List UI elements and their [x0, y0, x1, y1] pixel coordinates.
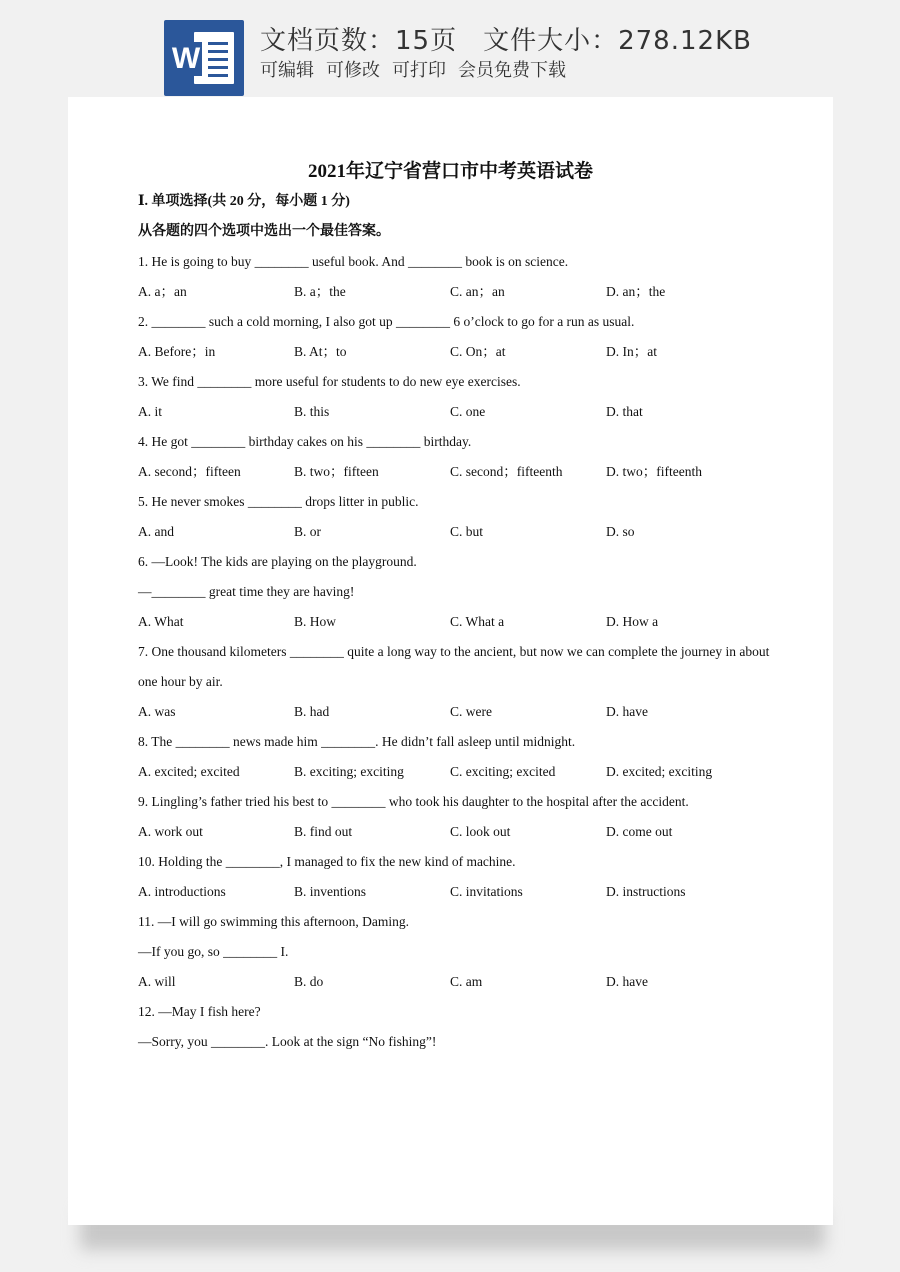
question-text: 2. ________ such a cold morning, I also got up ________ 6 o’clock to go for a run as usual.	[138, 314, 635, 329]
answer-options	[138, 877, 778, 907]
section-instruction: 从各题的四个选项中选出一个最佳答案。	[138, 224, 390, 239]
question-text: 5. He never smokes ________ drops litter in public.	[138, 494, 419, 509]
feature-editable: 可编辑	[260, 60, 314, 81]
answer-option: B. At；to	[294, 344, 347, 359]
page-count: 文档页数：15页	[260, 26, 458, 56]
answer-option: D. instructions	[606, 884, 686, 899]
question-text: 10. Holding the ________, I managed to fix the new kind of machine.	[138, 854, 516, 869]
answer-option: C. but	[450, 524, 484, 539]
answer-option: D. an；the	[606, 284, 666, 299]
question-text: —Sorry, you ________. Look at the sign “No fishing”!	[138, 1034, 437, 1049]
doc-title: 2021年辽宁省营口市中考英语试卷	[307, 161, 593, 182]
word-doc-icon	[164, 20, 244, 96]
question-text: 8. The ________ news made him ________. He didn’t fall asleep until midnight.	[138, 734, 576, 749]
answer-option: D. have	[606, 974, 648, 989]
answer-option: C. exciting; excited	[450, 764, 556, 779]
answer-option: C. What a	[450, 614, 505, 629]
answer-options	[138, 817, 778, 847]
answer-option: C. one	[450, 404, 486, 419]
question-text: 7. One thousand kilometers ________ quite a long way to the ancient, but now we can complete the journey in about	[138, 644, 770, 659]
question-text: one hour by air.	[138, 674, 223, 689]
question-text: 4. He got ________ birthday cakes on his ________ birthday.	[138, 434, 472, 449]
answer-option: C. am	[450, 974, 483, 989]
answer-option: C. second；fifteenth	[450, 464, 563, 479]
question-list	[138, 247, 778, 1057]
answer-option: D. that	[606, 404, 643, 419]
answer-option: A. and	[138, 524, 174, 539]
answer-option: B. two；fifteen	[294, 464, 379, 479]
answer-options	[138, 607, 778, 637]
word-letter: W	[171, 42, 201, 75]
answer-option: C. On；at	[450, 344, 506, 359]
answer-option: D. How a	[606, 614, 659, 629]
file-meta	[260, 20, 778, 57]
answer-option: C. an；an	[450, 284, 505, 299]
answer-option: A. What	[138, 614, 184, 629]
question-text: —If you go, so ________ I.	[138, 944, 289, 959]
answer-option: D. come out	[606, 824, 673, 839]
answer-option: B. had	[294, 704, 330, 719]
answer-option: B. a；the	[294, 284, 346, 299]
answer-option: A. it	[138, 404, 163, 419]
answer-option: B. How	[294, 614, 337, 629]
question-text: 11. —I will go swimming this afternoon, Daming.	[138, 914, 409, 929]
answer-options	[138, 457, 778, 487]
feature-modifiable: 可修改	[326, 60, 380, 81]
document-content	[138, 157, 778, 1057]
answer-option: D. two；fifteenth	[606, 464, 702, 479]
answer-option: C. look out	[450, 824, 511, 839]
answer-option: B. or	[294, 524, 321, 539]
answer-options	[138, 517, 778, 547]
answer-options	[138, 757, 778, 787]
answer-option: A. a；an	[138, 284, 187, 299]
answer-options	[138, 397, 778, 427]
feature-free-download: 会员免费下载	[458, 60, 566, 81]
answer-option: B. exciting; exciting	[294, 764, 404, 779]
answer-option: B. find out	[294, 824, 353, 839]
answer-option: A. will	[138, 974, 176, 989]
answer-option: D. have	[606, 704, 648, 719]
answer-options	[138, 337, 778, 367]
feature-list	[260, 56, 578, 82]
answer-option: A. was	[138, 704, 176, 719]
question-text: —________ great time they are having!	[138, 584, 355, 599]
section-heading: Ⅰ. 单项选择(共 20 分，每小题 1 分)	[138, 194, 350, 209]
question-text: 3. We find ________ more useful for students to do new eye exercises.	[138, 374, 521, 389]
feature-printable: 可打印	[392, 60, 446, 81]
answer-option: C. invitations	[450, 884, 523, 899]
answer-option: D. so	[606, 524, 635, 539]
answer-option: A. Before；in	[138, 344, 216, 359]
answer-options	[138, 277, 778, 307]
answer-option: B. inventions	[294, 884, 367, 899]
answer-options	[138, 697, 778, 727]
answer-option: A. work out	[138, 824, 203, 839]
answer-option: A. second；fifteen	[138, 464, 241, 479]
answer-option: B. do	[294, 974, 324, 989]
question-text: 6. —Look! The kids are playing on the playground.	[138, 554, 417, 569]
answer-option: A. excited; excited	[138, 764, 240, 779]
answer-option: C. were	[450, 704, 492, 719]
file-size: 文件大小：278.12KB	[483, 26, 752, 56]
document-page	[68, 97, 833, 1225]
question-text: 9. Lingling’s father tried his best to ________ who took his daughter to the hospital after the accident.	[138, 794, 689, 809]
answer-option: B. this	[294, 404, 330, 419]
question-text: 1. He is going to buy ________ useful book. And ________ book is on science.	[138, 254, 569, 269]
answer-option: D. In；at	[606, 344, 657, 359]
answer-option: A. introductions	[138, 884, 226, 899]
question-text: 12. —May I fish here?	[138, 1004, 261, 1019]
answer-options	[138, 967, 778, 997]
answer-option: D. excited; exciting	[606, 764, 713, 779]
download-header	[0, 0, 900, 100]
